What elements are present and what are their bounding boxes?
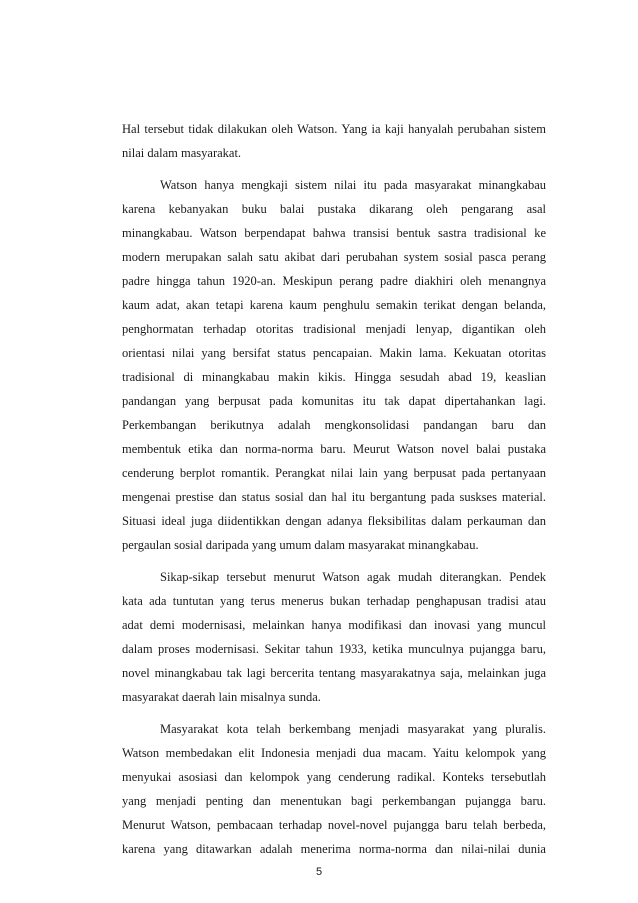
paragraph-3-line-1: Sikap-sikap tersebut menurut Watson agak mudah diterangkan. Pendek xyxy=(160,570,546,584)
paragraph-4-line-5: Menurut Watson, pembacaan terhadap novel-novel pujangga baru telah berbeda, xyxy=(122,818,546,832)
paragraph-3-line-4: dalam proses modernisasi. Sekitar tahun 1933, ketika munculnya pujangga baru, xyxy=(122,642,546,656)
page-number: 5 xyxy=(315,866,323,878)
paragraph-2-line-8: orientasi nilai yang bersifat status pencapaian. Makin lama. Kekuatan otoritas xyxy=(122,346,546,360)
paragraph-1-line-2: nilai dalam masyarakat. xyxy=(122,146,242,160)
paragraph-2-line-13: cenderung berplot romantik. Perangkat nilai lain yang berpusat pada pertanyaan xyxy=(122,466,546,480)
paragraph-3-line-5: novel minangkabau tak lagi bercerita tentang masyarakatnya saja, melainkan juga xyxy=(122,666,546,680)
paragraph-3-line-3: adat demi modernisasi, melainkan hanya modifikasi dan inovasi yang muncul xyxy=(122,618,546,632)
paragraph-2-line-16: pergaulan sosial daripada yang umum dalam masyarakat minangkabau. xyxy=(122,538,479,552)
paragraph-4-line-2: Watson membedakan elit Indonesia menjadi dua macam. Yaitu kelompok yang xyxy=(122,746,546,760)
paragraph-4-line-6: karena yang ditawarkan adalah menerima norma-norma dan nilai-nilai dunia xyxy=(122,842,546,856)
paragraph-1-line-1: Hal tersebut tidak dilakukan oleh Watson. Yang ia kaji hanyalah perubahan sistem xyxy=(122,122,546,136)
paragraph-4-line-3: menyukai asosiasi dan kelompok yang cenderung radikal. Konteks tersebutlah xyxy=(122,770,546,784)
paragraph-2-line-2: karena kebanyakan buku balai pustaka dikarang oleh pengarang asal xyxy=(122,202,546,216)
paragraph-2-line-6: kaum adat, akan tetapi karena kaum penghulu semakin terikat dengan belanda, xyxy=(122,298,546,312)
paragraph-2-line-12: membentuk etika dan norma-norma baru. Meurut Watson novel balai pustaka xyxy=(122,442,546,456)
paragraph-2-line-3: minangkabau. Watson berpendapat bahwa transisi bentuk sastra tradisional ke xyxy=(122,226,546,240)
paragraph-3-line-6: masyarakat daerah lain misalnya sunda. xyxy=(122,690,321,704)
paragraph-4-line-1: Masyarakat kota telah berkembang menjadi masyarakat yang pluralis. xyxy=(160,722,546,736)
paragraph-2-line-9: tradisional di minangkabau makin kikis. Hingga sesudah abad 19, keaslian xyxy=(122,370,546,384)
paragraph-3-line-2: kata ada tuntutan yang terus menerus bukan terhadap penghapusan tradisi atau xyxy=(122,594,546,608)
paragraph-2-line-4: modern merupakan salah satu akibat dari perubahan system sosial pasca perang xyxy=(122,250,546,264)
paragraph-2-line-11: Perkembangan berikutnya adalah mengkonsolidasi pandangan baru dan xyxy=(122,418,546,432)
paragraph-2-line-5: padre hingga tahun 1920-an. Meskipun perang padre diakhiri oleh menangnya xyxy=(122,274,546,288)
paragraph-4-line-4: yang menjadi penting dan menentukan bagi perkembangan pujangga baru. xyxy=(122,794,546,808)
paragraph-2-line-15: Situasi ideal juga diidentikkan dengan adanya fleksibilitas dalam perkauman dan xyxy=(122,514,546,528)
paragraph-2-line-14: mengenai prestise dan status sosial dan hal itu bergantung pada suskses material. xyxy=(122,490,546,504)
paragraph-2-line-1: Watson hanya mengkaji sistem nilai itu pada masyarakat minangkabau xyxy=(160,178,546,192)
paragraph-2-line-7: penghormatan terhadap otoritas tradisional menjadi lenyap, digantikan oleh xyxy=(122,322,546,336)
paragraph-2-line-10: pandangan yang berpusat pada komunitas itu tak dapat dipertahankan lagi. xyxy=(122,394,546,408)
